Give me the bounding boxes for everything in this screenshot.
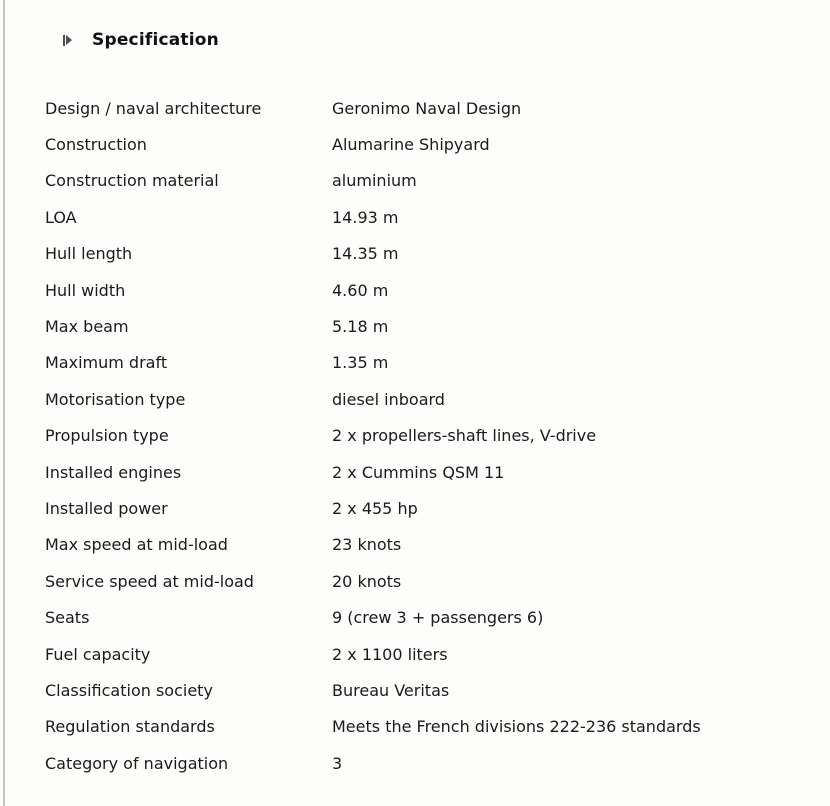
- spec-label: Design / naval architecture: [45, 98, 262, 118]
- spec-value: Geronimo Naval Design: [332, 98, 522, 118]
- specification-section-toggle[interactable]: [45, 28, 820, 52]
- spec-row: [45, 90, 820, 126]
- spec-row: [45, 672, 820, 708]
- spec-label: Classification society: [45, 680, 213, 700]
- spec-label: Hull length: [45, 244, 133, 264]
- spec-row: [45, 418, 820, 454]
- spec-label: Category of navigation: [45, 753, 229, 773]
- spec-row: [45, 636, 820, 672]
- spec-label: Regulation standards: [45, 717, 215, 737]
- spec-label: Propulsion type: [45, 426, 169, 446]
- spec-row: [45, 163, 820, 199]
- spec-label: Construction material: [45, 171, 219, 191]
- spec-row: [45, 709, 820, 745]
- spec-value: diesel inboard: [332, 389, 445, 409]
- spec-label: Construction: [45, 135, 147, 155]
- spec-label: Installed engines: [45, 462, 182, 482]
- spec-value: 2 x 1100 liters: [332, 644, 448, 664]
- spec-value: aluminium: [332, 171, 417, 191]
- spec-value: 5.18 m: [332, 317, 389, 337]
- spec-value: Meets the French divisions 222-236 standards: [332, 717, 701, 737]
- spec-row: [45, 563, 820, 599]
- spec-row: [45, 599, 820, 635]
- spec-row: [45, 454, 820, 490]
- spec-row: [45, 527, 820, 563]
- spec-row: [45, 381, 820, 417]
- left-border-rule: [3, 0, 5, 806]
- spec-label: Motorisation type: [45, 389, 186, 409]
- spec-value: 14.93 m: [332, 207, 399, 227]
- spec-label: Service speed at mid-load: [45, 571, 254, 591]
- spec-label: Max speed at mid-load: [45, 535, 228, 555]
- spec-row: [45, 308, 820, 344]
- spec-value: 4.60 m: [332, 280, 389, 300]
- spec-label: Seats: [45, 608, 90, 628]
- spec-value: 20 knots: [332, 571, 402, 591]
- spec-value: 14.35 m: [332, 244, 399, 264]
- spec-row: [45, 345, 820, 381]
- spec-row: [45, 490, 820, 526]
- spec-label: Max beam: [45, 317, 129, 337]
- spec-value: 1.35 m: [332, 353, 389, 373]
- spec-value: 9 (crew 3 + passengers 6): [332, 608, 544, 628]
- collapse-arrow-icon[interactable]: [63, 34, 72, 46]
- spec-label: LOA: [45, 207, 77, 227]
- spec-label: Installed power: [45, 498, 168, 518]
- specification-table: [45, 90, 820, 781]
- spec-label: Maximum draft: [45, 353, 168, 373]
- spec-row: [45, 199, 820, 235]
- spec-row: [45, 272, 820, 308]
- spec-value: Bureau Veritas: [332, 680, 450, 700]
- spec-label: Hull width: [45, 280, 126, 300]
- spec-row: [45, 745, 820, 781]
- spec-row: [45, 126, 820, 162]
- spec-label: Fuel capacity: [45, 644, 151, 664]
- spec-value: 2 x Cummins QSM 11: [332, 462, 505, 482]
- spec-value: 2 x propellers-shaft lines, V-drive: [332, 426, 597, 446]
- spec-row: [45, 236, 820, 272]
- spec-value: Alumarine Shipyard: [332, 135, 490, 155]
- spec-value: 23 knots: [332, 535, 402, 555]
- section-title: Specification: [92, 30, 219, 50]
- spec-value: 2 x 455 hp: [332, 498, 418, 518]
- spec-value: 3: [332, 753, 343, 773]
